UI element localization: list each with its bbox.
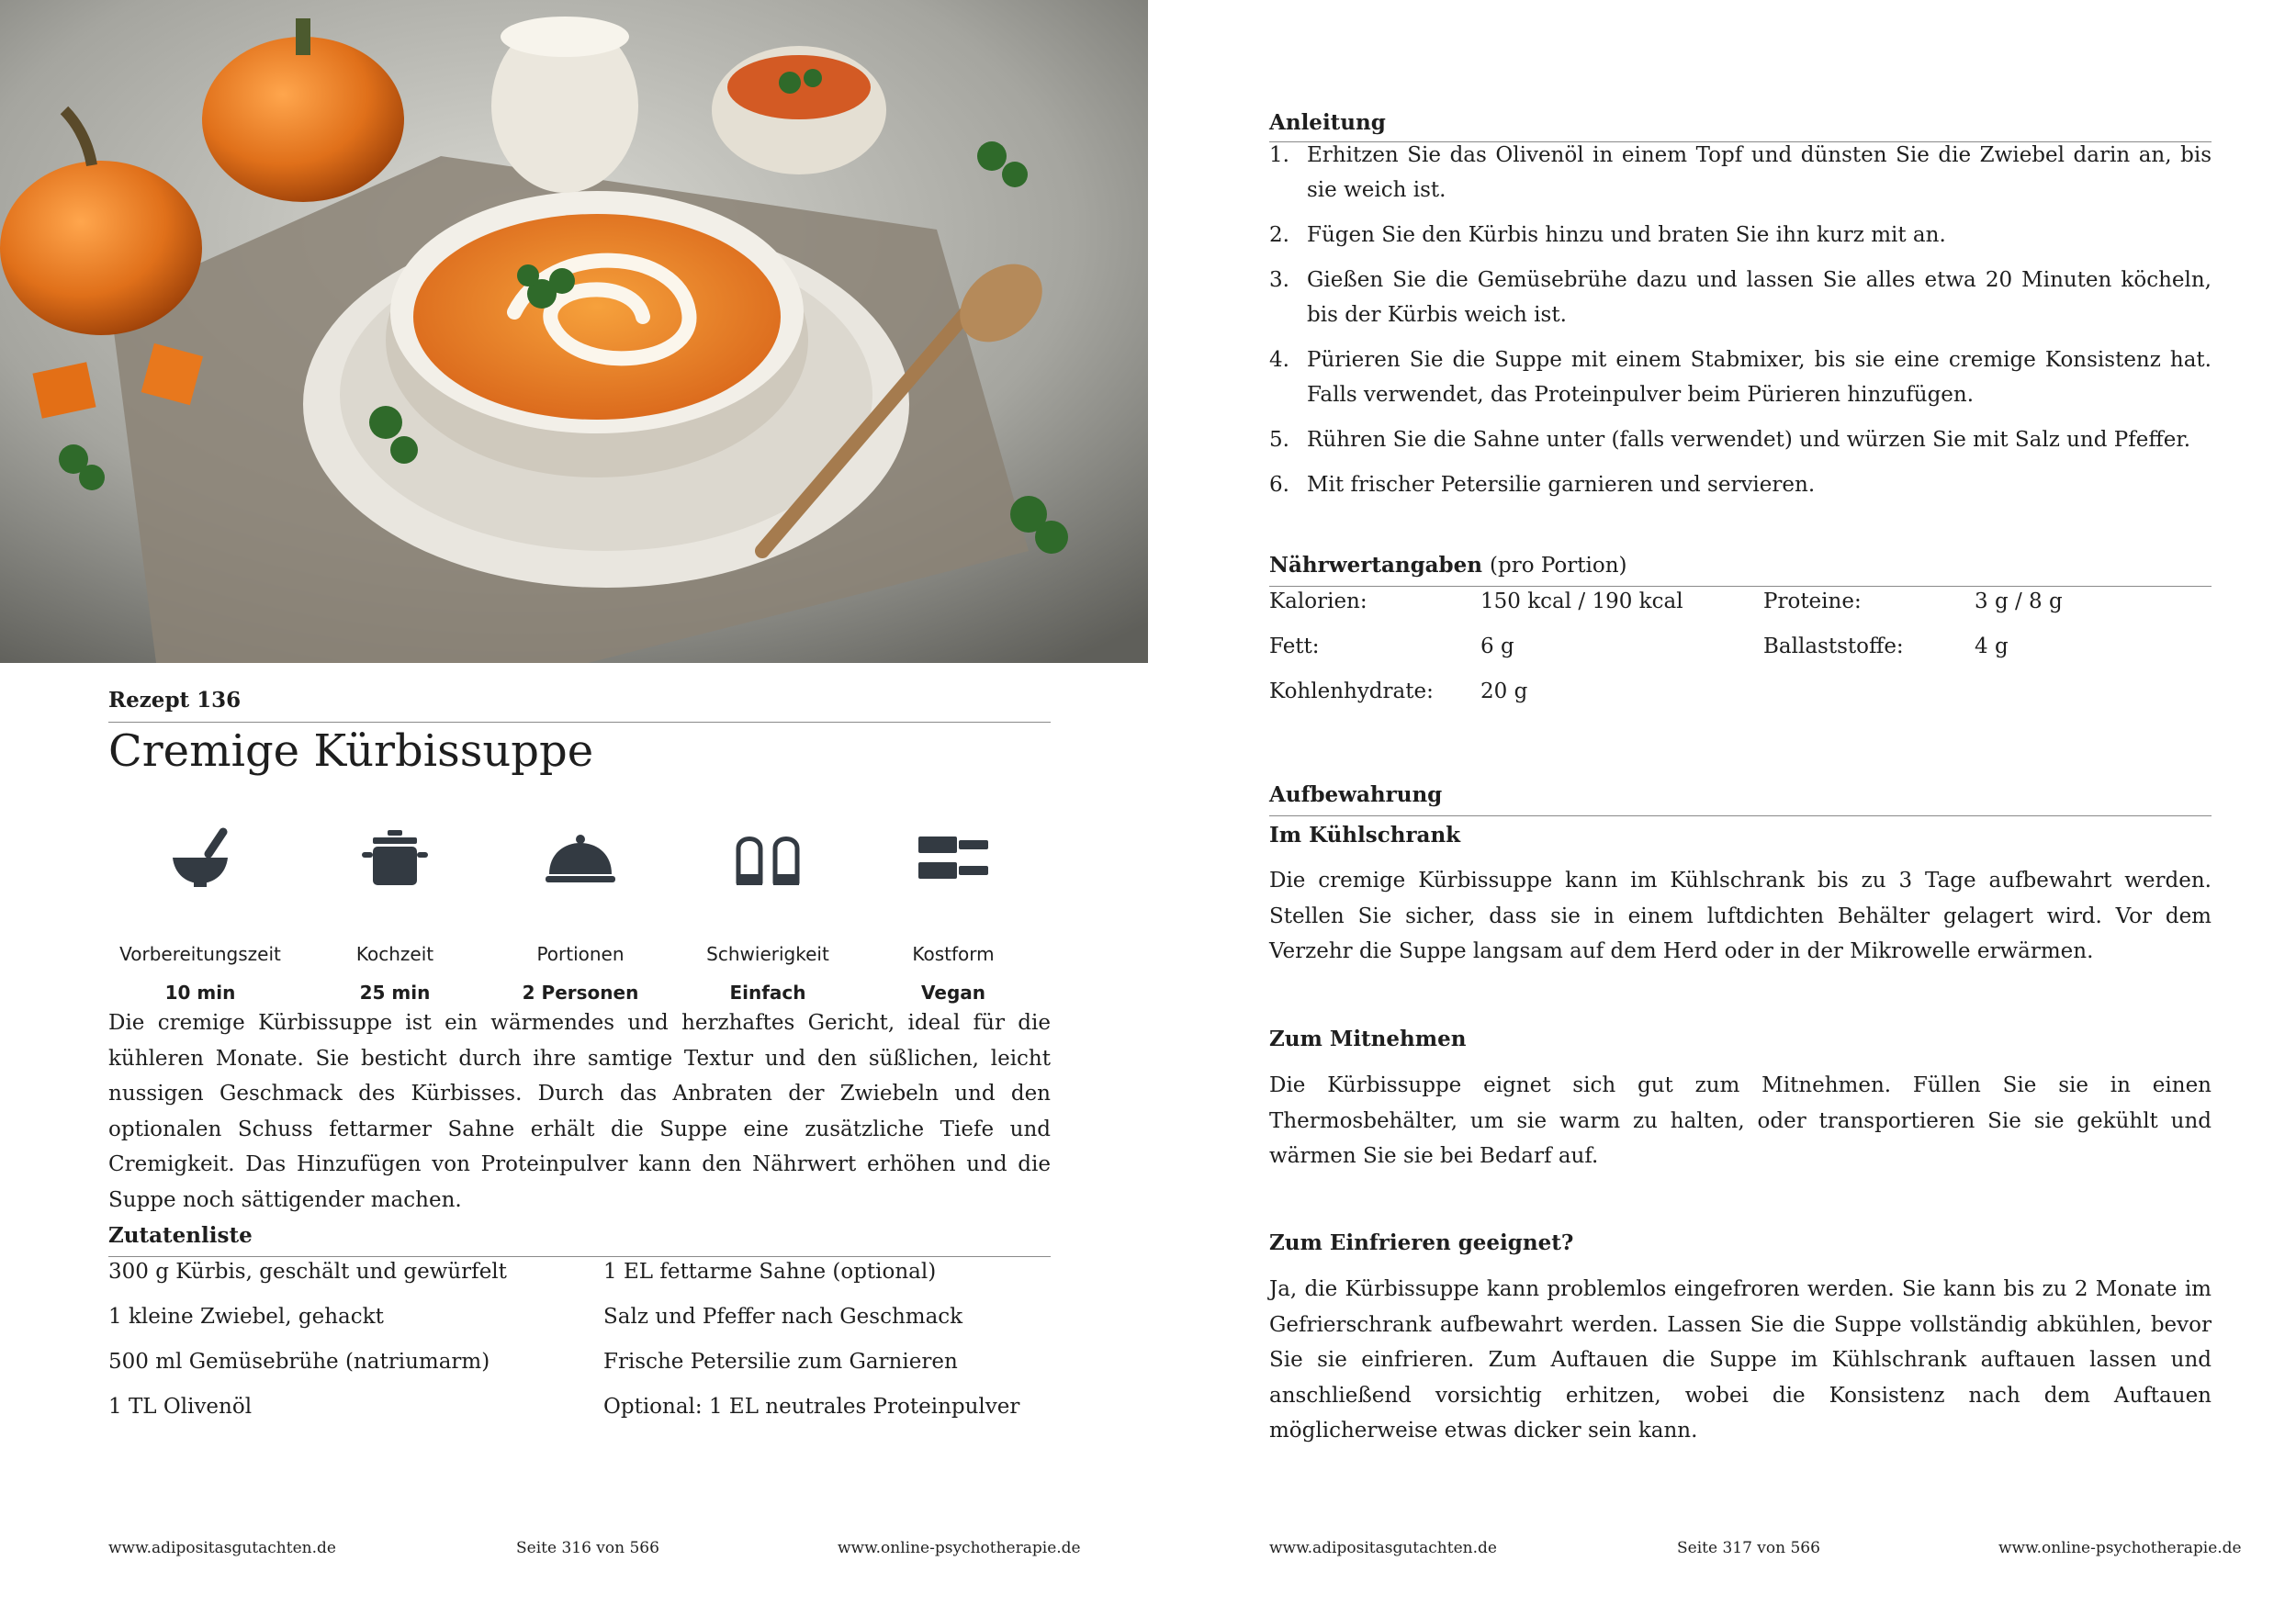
- instructions-heading: Anleitung: [1269, 110, 1386, 135]
- ingredients-column-1: [108, 1260, 507, 1440]
- storage-heading: Aufbewahrung: [1269, 782, 1443, 807]
- step-text: Fügen Sie den Kürbis hinzu und braten Sie ihn kurz mit an.: [1307, 223, 1946, 247]
- meta-label: Kochzeit: [355, 943, 434, 965]
- step-text: Erhitzen Sie das Olivenöl in einem Topf und dünsten Sie die Zwiebel darin an, bis sie weich ist.: [1307, 143, 2212, 202]
- instruction-step: [1269, 342, 2212, 412]
- ingredient-item: 500 ml Gemüsebrühe (natriumarm): [108, 1350, 490, 1374]
- step-number: 3.: [1269, 268, 1289, 292]
- ingredient-item: Frische Petersilie zum Garnieren: [603, 1350, 958, 1374]
- recipe-number: Rezept 136: [108, 688, 242, 713]
- takeaway-text: Die Kürbissuppe eignet sich gut zum Mitnehmen. Füllen Sie sie in einen Thermosbehälter, um sie warm zu halten, oder transportieren Sie sie gekühlt und wärmen Sie sie bei Bedarf auf.: [1269, 1073, 2212, 1168]
- nutrition-fat-value: 6 g: [1480, 634, 1514, 658]
- ingredient-item: 300 g Kürbis, geschält und gewürfelt: [108, 1260, 507, 1284]
- ingredient-item: 1 kleine Zwiebel, gehackt: [108, 1305, 384, 1329]
- meta-value: Einfach: [729, 982, 806, 1004]
- step-number: 4.: [1269, 348, 1289, 372]
- nutrition-calories-label: Kalorien:: [1269, 590, 1367, 613]
- step-number: 2.: [1269, 223, 1289, 247]
- instructions-list: [1269, 138, 2212, 512]
- nutrition-heading-suffix: (pro Portion): [1490, 554, 1627, 578]
- storage-rule: [1269, 815, 2212, 816]
- nutrition-fiber-value: 4 g: [1975, 634, 2009, 658]
- step-text: Rühren Sie die Sahne unter (falls verwendet) und würzen Sie mit Salz und Pfeffer.: [1307, 428, 2191, 452]
- oven-mitts-icon: [676, 822, 860, 895]
- fridge-heading: Im Kühlschrank: [1269, 823, 1461, 848]
- ingredients-heading: Zutatenliste: [108, 1223, 253, 1248]
- freeze-text: Ja, die Kürbissuppe kann problemlos eingefroren werden. Sie kann bis zu 2 Monate im Gefrierschrank aufbewahrt werden. Lassen Sie die Suppe vollständig abkühlen, bevor Sie sie einfrieren. Zum Auftauen die Suppe im Kühlschrank auftauen lassen und anschließend vorsichtig erhitzen, wobei die Konsistenz nach dem Auftauen möglicherweise etwas dicker sein kann.: [1269, 1277, 2212, 1443]
- meta-label: Kostform: [912, 943, 995, 965]
- nutrition-carbs-label: Kohlenhydrate:: [1269, 679, 1434, 703]
- freeze-heading: Zum Einfrieren geeignet?: [1269, 1230, 1574, 1255]
- meta-label: Vorbereitungszeit: [119, 943, 281, 965]
- footer-right-link[interactable]: www.online-psychotherapie.de: [838, 1539, 1081, 1557]
- fridge-text: Die cremige Kürbissuppe kann im Kühlschrank bis zu 3 Tage aufbewahrt werden. Stellen Sie sicher, dass sie in einem luftdichten Behälter gelagert wird. Vor dem Verzehr die Suppe langsam auf dem Herd oder in der Mikrowelle erwärmen.: [1269, 869, 2212, 963]
- meta-value: 2 Personen: [522, 982, 639, 1004]
- takeaway-heading: Zum Mitnehmen: [1269, 1027, 1467, 1051]
- meta-label: Schwierigkeit: [706, 943, 829, 965]
- step-number: 5.: [1269, 428, 1289, 452]
- nutrition-heading-title: Nährwertangaben: [1269, 553, 1482, 578]
- ingredients-column-2: [603, 1260, 1019, 1440]
- ingredient-item: Salz und Pfeffer nach Geschmack: [603, 1305, 963, 1329]
- pumpkin-soup-photo: [0, 0, 1159, 663]
- instruction-step: [1269, 263, 2212, 332]
- instruction-step: [1269, 138, 2212, 208]
- meta-cook-time: [303, 822, 487, 1004]
- footer-left-link[interactable]: www.adipositasgutachten.de: [108, 1539, 336, 1557]
- step-number: 6.: [1269, 473, 1289, 497]
- ingredient-item: 1 EL fettarme Sahne (optional): [603, 1260, 937, 1284]
- ingredient-item: 1 TL Olivenöl: [108, 1395, 253, 1419]
- step-text: Mit frischer Petersilie garnieren und servieren.: [1307, 473, 1816, 497]
- cooking-pot-icon: [303, 822, 487, 895]
- instruction-step: [1269, 467, 2212, 502]
- footer-page-number: Seite 316 von 566: [516, 1539, 659, 1557]
- ingredient-item: Optional: 1 EL neutrales Proteinpulver: [603, 1395, 1020, 1419]
- serving-cloche-icon: [489, 822, 672, 895]
- nutrition-fat-label: Fett:: [1269, 634, 1320, 658]
- meta-value: 10 min: [164, 982, 236, 1004]
- step-text: Pürieren Sie die Suppe mit einem Stabmixer, bis sie eine cremige Konsistenz hat. Falls verwendet, das Proteinpulver beim Pürieren hinzufügen.: [1307, 348, 2212, 407]
- nutrition-calories-value: 150 kcal / 190 kcal: [1480, 590, 1683, 613]
- recipe-description: Die cremige Kürbissuppe ist ein wärmendes und herzhaftes Gericht, ideal für die kühleren Monate. Sie besticht durch ihre samtige Textur und den süßlichen, leicht nussigen Geschmack des Kürbisses. Durch das Anbraten der Zwiebeln und den optionalen Schuss fettarmer Sahne erhält die Suppe eine zusätzliche Tiefe und Cremigkeit. Das Hinzufügen von Proteinpulver kann den Nährwert erhöhen und die Suppe noch sättigender machen.: [108, 1011, 1051, 1212]
- recipe-title: Cremige Kürbissuppe: [108, 725, 594, 777]
- nutrition-carbs-value: 20 g: [1480, 679, 1528, 703]
- knives-icon: [861, 822, 1045, 895]
- step-number: 1.: [1269, 143, 1289, 167]
- ingredients-rule: [108, 1256, 1051, 1257]
- instruction-step: [1269, 422, 2212, 457]
- footer-left-link[interactable]: www.adipositasgutachten.de: [1269, 1539, 1497, 1557]
- footer-right-link[interactable]: www.online-psychotherapie.de: [1998, 1539, 2242, 1557]
- step-text: Gießen Sie die Gemüsebrühe dazu und lassen Sie alles etwa 20 Minuten köcheln, bis der Kürbis weich ist.: [1307, 268, 2212, 327]
- meta-prep-time: [108, 822, 292, 1004]
- mortar-pestle-icon: [108, 822, 292, 895]
- nutrition-protein-value: 3 g / 8 g: [1975, 590, 2063, 613]
- nutrition-protein-label: Proteine:: [1763, 590, 1862, 613]
- meta-value: 25 min: [359, 982, 431, 1004]
- nutrition-fiber-label: Ballaststoffe:: [1763, 634, 1904, 658]
- meta-difficulty: [676, 822, 860, 1004]
- meta-label: Portionen: [536, 943, 625, 965]
- nutrition-heading: [1269, 553, 2212, 578]
- meta-diet: [861, 822, 1045, 1004]
- footer-page-number: Seite 317 von 566: [1677, 1539, 1820, 1557]
- nutrition-rule: [1269, 586, 2212, 587]
- instruction-step: [1269, 218, 2212, 253]
- meta-value: Vegan: [921, 982, 985, 1004]
- meta-portions: [489, 822, 672, 1004]
- header-rule: [108, 722, 1051, 723]
